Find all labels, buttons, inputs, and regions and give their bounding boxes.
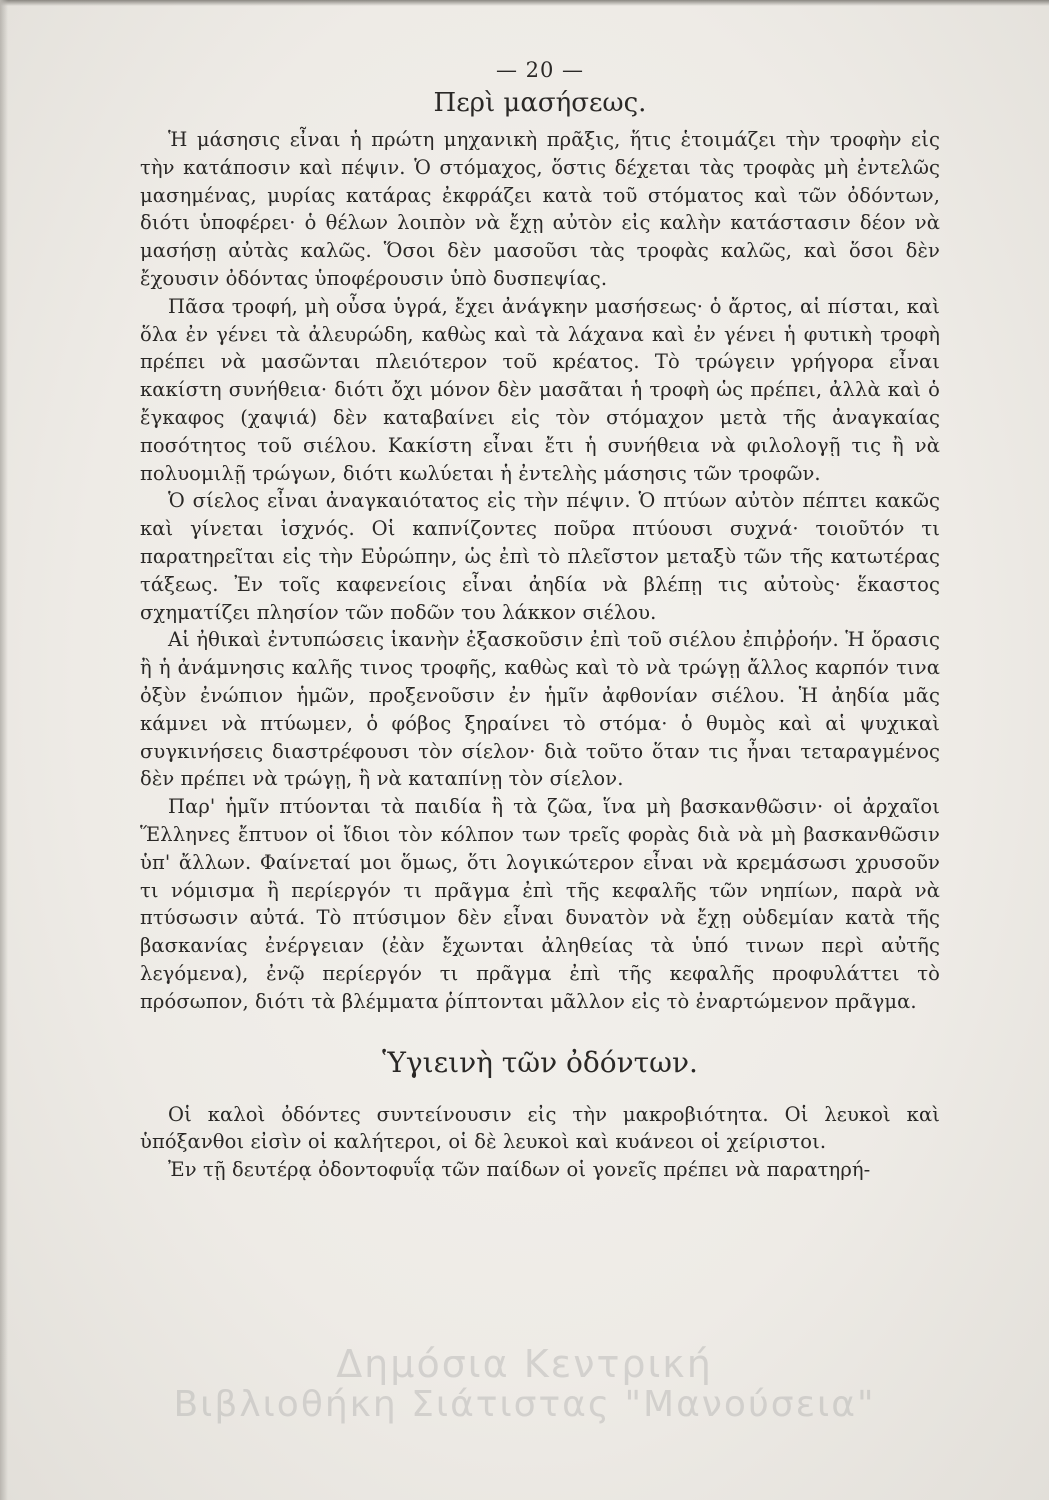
page-left-shadow [0, 0, 8, 1500]
paragraph: Ἡ μάσησις εἶναι ἡ πρώτη μηχανικὴ πρᾶξις, ἥτις ἑτοιμάζει τὴν τροφὴν εἰς τὴν κατάποσιν καὶ πέψιν. Ὁ στόμαχος, ὅστις δέχεται τὰς τροφὰς μὴ ἐντελῶς μασημένας, μυρίας κατάρας ἐκφράζει κατὰ τοῦ στόματος καὶ τῶν ὀδόντων, διότι ὑποφέρει· ὁ θέλων λοιπὸν νὰ ἔχῃ αὐτὸν εἰς καλὴν κατάστασιν δέον νὰ μασήσῃ αὐτὰς καλῶς. Ὅσοι δὲν μασοῦσι τὰς τροφὰς καλῶς, καὶ ὅσοι δὲν ἔχουσιν ὀδόντας ὑποφέρουσιν ὑπὸ δυσπεψίας. [140, 128, 940, 290]
page-top-shadow [0, 0, 1049, 6]
paragraph: Πᾶσα τροφή, μὴ οὖσα ὑγρά, ἔχει ἀνάγκην μασήσεως· ὁ ἄρτος, αἱ πίσται, καὶ ὅλα ἐν γένει τὰ ἀλευρώδη, καθὼς καὶ τὰ λάχανα καὶ ἐν γένει ἡ φυτικὴ τροφὴ πρέπει νὰ μασῶνται πλειότερον τοῦ κρέατος. Τὸ τρώγειν γρήγορα εἶναι κακίστη συνήθεια· διότι ὄχι μόνον δὲν μασᾶται ἡ τροφὴ ὡς πρέπει, ἀλλὰ καὶ ὁ ἔγκαφος (χαψιά) δὲν καταβαίνει εἰς τὸν στόμαχον μετὰ τῆς ἀναγκαίας ποσότητος τοῦ σιέλου. Κακίστη εἶναι ἔτι ἡ συνήθεια νὰ φιλολογῇ τις ἢ νὰ πολυομιλῇ τρώγων, διότι κωλύεται ἡ ἐντελὴς μάσησις τῶν τροφῶν. [140, 294, 940, 485]
paragraph: Ἐν τῇ δευτέρᾳ ὀδοντοφυΐᾳ τῶν παίδων οἱ γονεῖς πρέπει νὰ παρατηρή- [168, 1158, 871, 1182]
library-watermark-line1: Δημόσια Κεντρική [336, 1342, 713, 1386]
section-title-teeth-hygiene: Ὑγιεινὴ τῶν ὀδόντων. [382, 1045, 698, 1079]
paragraph: Παρ' ἡμῖν πτύονται τὰ παιδία ἢ τὰ ζῶα, ἵνα μὴ βασκανθῶσιν· οἱ ἀρχαῖοι Ἕλληνες ἔπτυον οἱ ἴδιοι τὸν κόλπον των τρεῖς φορὰς διὰ νὰ μὴ βασκανθῶσιν ὑπ' ἄλλων. Φαίνεταί μοι ὅμως, ὅτι λογικώτερον εἶναι νὰ κρεμάσωσι χρυσοῦν τι νόμισμα ἢ περίεργόν τι πρᾶγμα ἐπὶ τῆς κεφαλῆς τῶν νηπίων, παρὰ νὰ πτύσωσιν αὐτά. Τὸ πτύσιμον δὲν εἶναι δυνατὸν νὰ ἔχῃ οὐδεμίαν κατὰ τῆς βασκανίας ἐνέργειαν (ἐὰν ἔχωνται ἀληθείας τὰ ὑπό τινων περὶ αὐτῆς λεγόμενα), ἐνῷ περίεργόν τι πρᾶγμα ἐπὶ τῆς κεφαλῆς προφυλάττει τὸ πρόσωπον, διότι τὰ βλέμματα ῥίπτονται μᾶλλον εἰς τὸ ἐναρτώμενον πρᾶγμα. [140, 795, 940, 1013]
paragraph: Αἱ ἠθικαὶ ἐντυπώσεις ἱκανὴν ἐξασκοῦσιν ἐπὶ τοῦ σιέλου ἐπιῤῥοήν. Ἡ ὅρασις ἢ ἡ ἀνάμνησις καλῆς τινος τροφῆς, καθὼς καὶ τὸ νὰ τρώγῃ ἄλλος καρπόν τινα ὀξὺν ἐνώπιον ἡμῶν, προξενοῦσιν ἐν ἡμῖν ἀφθονίαν σιέλου. Ἡ ἀηδία μᾶς κάμνει νὰ πτύωμεν, ὁ φόβος ξηραίνει τὸ στόμα· ὁ θυμὸς καὶ αἱ ψυχικαὶ συγκινήσεις διαστρέφουσι τὸν σίελον· διὰ τοῦτο ὅταν τις ἦναι τεταραγμένος δὲν πρέπει νὰ τρώγῃ, ἢ νὰ καταπίνῃ τὸν σίελον. [140, 628, 940, 791]
paragraph: Οἱ καλοὶ ὀδόντες συντείνουσιν εἰς τὴν μακροβιότητα. Οἱ λευκοὶ καὶ ὑπόξανθοι εἰσὶν οἱ καλήτεροι, οἱ δὲ λευκοὶ καὶ κυάνεοι οἱ χείριστοι. [140, 1102, 940, 1154]
page-number: — 20 — [495, 58, 585, 82]
page-content [140, 58, 940, 1184]
paragraph: Ὁ σίελος εἶναι ἀναγκαιότατος εἰς τὴν πέψιν. Ὁ πτύων αὐτὸν πέπτει κακῶς καὶ γίνεται ἰσχνός. Οἱ καπνίζοντες ποῦρα πτύουσι συχνά· τοιοῦτόν τι παρατηρεῖται εἰς τὴν Εὐρώπην, ὡς ἐπὶ τὸ πλεῖστον μεταξὺ τῶν τῆς κατωτέρας τάξεως. Ἐν τοῖς καφενείοις εἶναι ἀηδία νὰ βλέπῃ τις αὐτοὺς· ἕκαστος σχηματίζει πλησίον τῶν ποδῶν του λάκκον σιέλου. [140, 489, 940, 624]
section-title-mastication: Περὶ μασήσεως. [433, 88, 647, 118]
library-watermark-line2: Βιβλιοθήκη Σιάτιστας "Μανούσεια" [173, 1384, 876, 1425]
